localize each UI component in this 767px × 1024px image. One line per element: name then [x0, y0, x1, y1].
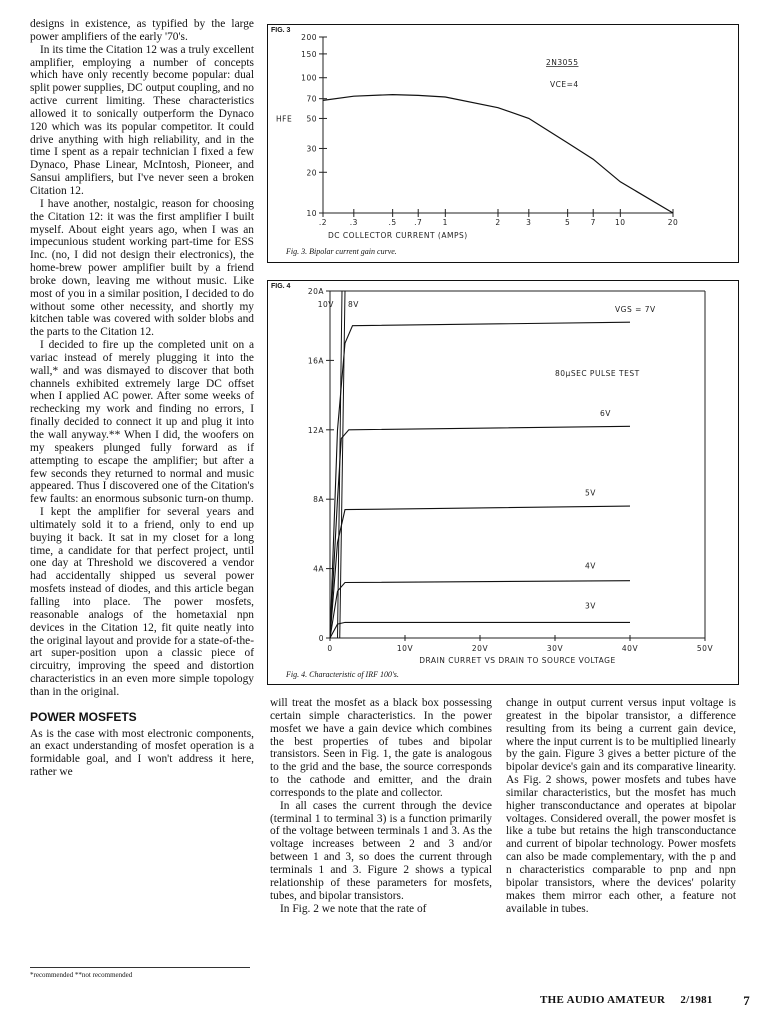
- figure-label: FIG. 3: [271, 27, 291, 34]
- y-tick-label: 8A: [313, 495, 324, 505]
- paragraph: In its time the Citation 12 was a truly excellent amplifier, employing a number of concepts which have only recently become popular: dual split power supplies, DC output coupling, and no active current limiting. These characteristics allowed it to sonically outperform the Dynaco 120 which was its popular competitor. It could drive anything with high reliability, and in the time I spent as a repair technician I fixed a few Dynaco, Phase Linear, McIntosh, Pioneer, and Sansui amplifiers, but I've never seen a broken Citation 12.: [30, 43, 254, 197]
- x-tick-label: 20: [667, 218, 679, 227]
- x-tick-label: 40V: [621, 644, 639, 653]
- y-tick-label: 50: [306, 114, 317, 124]
- curve-label-8v: 8V: [348, 300, 359, 309]
- x-tick-label: 10V: [396, 644, 414, 653]
- y-tick-label: 20A: [307, 287, 324, 296]
- figure-caption: Fig. 3. Bipolar current gain curve.: [286, 247, 397, 256]
- y-tick-label: 200: [301, 33, 317, 42]
- x-tick-label: 20V: [471, 644, 489, 653]
- y-axis-title: HFE: [276, 114, 293, 124]
- left-column: [30, 18, 254, 779]
- y-tick-label: 100: [301, 73, 317, 83]
- y-tick-label: 16A: [307, 356, 324, 366]
- y-tick-label: 70: [306, 94, 317, 104]
- paragraph: change in output current versus input voltage is greatest in the bipolar transistor, a difference resulting from its being a current gain device, where the input current is to be multiplied linearly by the gain. Figure 3 gives a better picture of the bipolar device's gain and its comparative linearity. As Fig. 2 shows, power mosfets and tubes have similar characteristics, but the mosfet has much higher transconductance and operates at bipolar voltages. Considered overall, the power mosfet is like a tube but retains the high transconductance and current of bipolar technology. Power mosfets can also be made complementary, with the p and n characteristics comparable to pnp and npn bipolar transistors, where the devices' polarity makes them mirror each other, a feature not available in tubes.: [506, 697, 736, 915]
- figure-label: FIG. 4: [271, 283, 291, 290]
- vce-label: VCE=4: [550, 80, 579, 89]
- curve-label: 4V: [585, 561, 596, 571]
- footnote: *recommended **not recommended: [30, 967, 250, 979]
- x-tick-label: .2: [318, 218, 328, 227]
- figure-3: [267, 24, 739, 263]
- x-tick-label: 0: [327, 644, 333, 653]
- y-tick-label: 10: [306, 209, 317, 218]
- fig4-chart: [268, 281, 738, 684]
- x-tick-label: .5: [388, 218, 397, 227]
- x-tick-label: 10: [615, 218, 626, 227]
- y-tick-label: 12A: [307, 425, 324, 435]
- figure-caption: Fig. 4. Characteristic of IRF 100's.: [286, 670, 399, 679]
- middle-column: [270, 697, 492, 915]
- paragraph: will treat the mosfet as a black box possessing certain simple characteristics. In the power mosfet we have a gain device which combines the best properties of tubes and bipolar transistors. Seen in Fig. 1, the gate is analogous to the grid and the base, the source corresponds to the cathode and emitter, and the drain corresponds to the plate and collector.: [270, 697, 492, 799]
- y-tick-label: 0: [318, 634, 324, 643]
- x-tick-label: .7: [414, 218, 423, 227]
- figure-4: [267, 280, 739, 685]
- paragraph: designs in existence, as typified by the large power amplifiers of the early '70's.: [30, 18, 254, 43]
- right-column: [506, 697, 736, 915]
- section-heading: POWER MOSFETS: [30, 709, 137, 724]
- x-axis-title: DRAIN CURRET VS DRAIN TO SOURCE VOLTAGE: [419, 656, 616, 665]
- curve-label: 3V: [585, 601, 596, 611]
- test-note: 80μSEC PULSE TEST: [555, 369, 640, 379]
- issue-number: 2/1981: [680, 994, 713, 1006]
- x-tick-label: 3: [526, 218, 532, 227]
- curve-label: 6V: [600, 408, 611, 418]
- magazine-name: THE AUDIO AMATEUR: [540, 994, 666, 1006]
- page-number: 7: [743, 993, 750, 1008]
- y-tick-label: 20: [306, 168, 317, 178]
- gain-curve: [323, 95, 673, 213]
- y-tick-label: 30: [306, 144, 317, 154]
- paragraph: I decided to fire up the completed unit on a variac instead of merely plugging it into the wall,* and was dismayed to discover that both channels exhibited extremely large DC offset when I applied AC power. After some weeks of rechecking my work and finding no errors, I finally decided to connect it up and plug it into the wall anyway.** When I did, the woofers on my speakers plunged fully forward as if attempting to escape the amplifier; but after a few seconds they returned to normal and music appeared. Thus I discovered one of the Citation's few faults: an enormous subsonic turn-on thump.: [30, 339, 254, 506]
- page-footer: [540, 994, 750, 1006]
- paragraph: As is the case with most electronic components, an exact understanding of mosfet operation is a formidable goal, and I won't address it here, rather we: [30, 727, 254, 779]
- x-tick-label: 2: [495, 218, 501, 227]
- x-tick-label: 1: [442, 218, 448, 227]
- fig3-chart: [268, 25, 738, 262]
- x-tick-label: .3: [349, 218, 358, 227]
- x-tick-label: 50V: [696, 644, 714, 653]
- curve-label: VGS = 7V: [615, 304, 656, 314]
- curve-label-10v: 10V: [317, 300, 334, 309]
- paragraph: In Fig. 2 we note that the rate of: [280, 902, 427, 915]
- device-label: 2N3055: [546, 58, 579, 67]
- curve-5v: [330, 506, 630, 638]
- x-axis-title: DC COLLECTOR CURRENT (AMPS): [328, 231, 468, 240]
- paragraph: In all cases the current through the device (terminal 1 to terminal 3) is a function primarily of the voltage between terminals 1 and 3. As the voltage increases between 2 and 3 and/or between 1 and 3, so does the current through terminals 1 and 3. Figure 2 shows a typical relationship of these parameters for mosfets, tubes, and bipolar transistors.: [270, 799, 492, 902]
- paragraph: I kept the amplifier for several years and ultimately sold it to a friend, only to end up buying it back. It sat in my closet for a long time, a candidate for that perfect project, until one day at Threshold we discovered a vendor had accidentally shipped us several power mosfets instead of diodes, and this article began falling into place. The power mosfets, reasonable analogs of the hometaxial npn devices in the Citation 12, fit quite neatly into the original layout and provide for a state-of-the-art super-position upon a classic piece of circuitry, improving the speed and distortion characteristics in an even more simple topology than in the original.: [30, 506, 254, 698]
- y-tick-label: 150: [301, 49, 317, 59]
- x-tick-label: 5: [564, 218, 571, 227]
- x-tick-label: 30V: [546, 644, 564, 653]
- paragraph: I have another, nostalgic, reason for choosing the Citation 12: it was the first amplifier I built myself. About eight years ago, when I was an impecunious student working part-time for ESS Inc. (no, I did not design their electronics), the home-brew power amplifier built by a friend broke down, leaving me without music. Like most of you in a similar position, I decided to do without some other necessity, and shortly my kitchen table was covered with solder blobs and the parts to the Citation 12.: [30, 197, 254, 339]
- y-tick-label: 4A: [313, 564, 324, 574]
- x-tick-label: 7: [590, 218, 596, 227]
- curve-label: 5V: [585, 488, 596, 498]
